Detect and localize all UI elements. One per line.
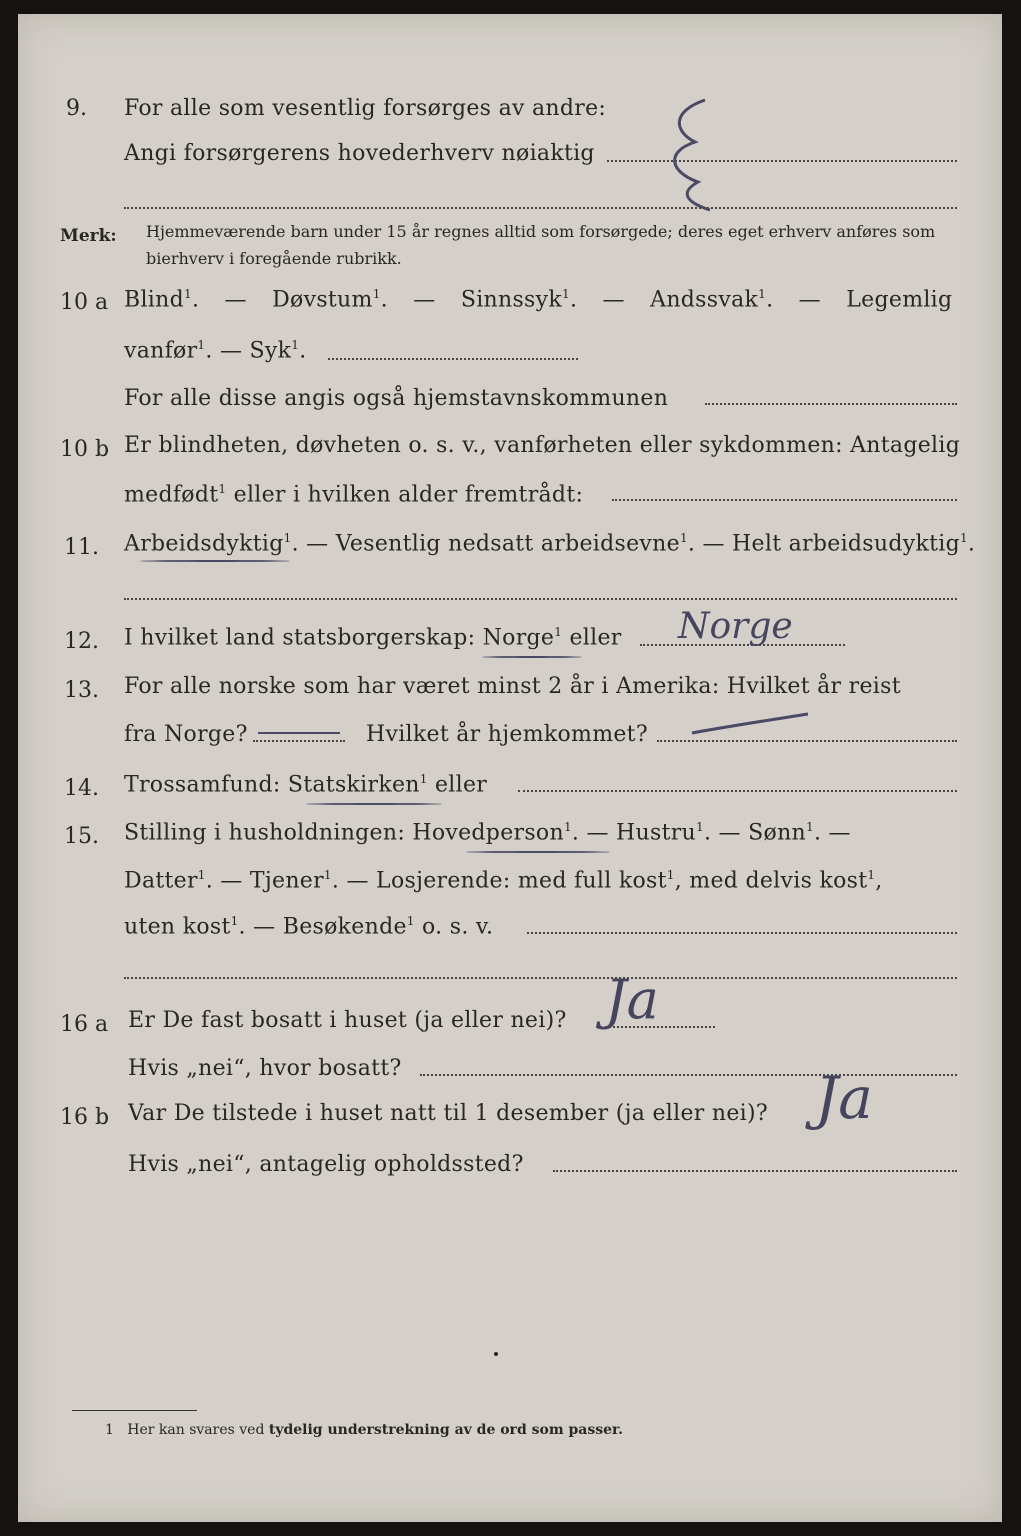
q9-answer-line-2 xyxy=(124,207,957,209)
q15-underline-hovedperson xyxy=(466,851,610,853)
q14-line-1: Trossamfund: Statskirken$^1$ eller xyxy=(124,772,488,798)
q11-answer-line xyxy=(124,598,957,600)
merk-label: Merk: xyxy=(60,226,117,246)
item-number-12: 12. xyxy=(64,629,99,654)
item-number-14: 14. xyxy=(64,776,99,801)
q10b-line-2: medfødt$^1$ eller i hvilken alder fremtrådt: xyxy=(124,482,584,508)
q10a-line-2: vanfør$^1$. — Syk$^1$. xyxy=(124,338,307,364)
q11-line-1: Arbeidsdyktig$^1$. — Vesentlig nedsatt arbeidsevne$^1$. — Helt arbeidsudyktig$^1$. xyxy=(124,531,976,557)
q10a-hjemstavn-answer-line xyxy=(705,403,957,405)
q10a-answer-line xyxy=(328,358,578,360)
item-number-16b: 16 b xyxy=(60,1105,110,1130)
q15-answer-line xyxy=(527,932,957,934)
q15-answer-line-2 xyxy=(124,977,957,979)
q13-line-1: For alle norske som har været minst 2 år i Amerika: Hvilket år reist xyxy=(124,674,901,699)
item-number-11: 11. xyxy=(64,535,99,560)
q16a-handwritten-answer: Ja xyxy=(605,968,659,1031)
q14-answer-line xyxy=(518,790,957,792)
q13-reist-answer-line xyxy=(253,740,345,742)
q16b-line-1: Var De tilstede i huset natt til 1 desember (ja eller nei)? xyxy=(128,1101,768,1126)
q15-line-2: Datter$^1$. — Tjener$^1$. — Losjerende: med full kost$^1$, med delvis kost$^1$, xyxy=(124,868,883,894)
item-number-15: 15. xyxy=(64,824,99,849)
q13-line-2a: fra Norge? xyxy=(124,722,248,747)
q16a-line-1: Er De fast bosatt i huset (ja eller nei)? xyxy=(128,1008,567,1033)
q10b-answer-line xyxy=(612,499,957,501)
q10a-line-1: Blind$^1$. — Døvstum$^1$. — Sinnssyk$^1$. — Andssvak$^1$. — Legemlig xyxy=(124,287,953,313)
q13-hjemkommet-dash xyxy=(690,708,810,738)
q11-underline-arbeidsdyktig xyxy=(140,560,290,562)
item-number-9: 9. xyxy=(66,96,87,121)
item-number-13: 13. xyxy=(64,678,99,703)
q13-hjemkommet-answer-line xyxy=(657,740,957,742)
page-mark xyxy=(494,1352,498,1356)
q16a-bosatt-answer-line xyxy=(420,1074,957,1076)
q14-underline-statskirken xyxy=(306,803,442,805)
q9-handwritten-mark xyxy=(650,92,730,212)
q10a-line-3: For alle disse angis også hjemstavnskommunen xyxy=(124,386,669,411)
q12-handwritten-answer: Norge xyxy=(678,606,793,647)
item-number-10a: 10 a xyxy=(60,290,109,315)
item-number-10b: 10 b xyxy=(60,437,110,462)
q15-line-3: uten kost$^1$. — Besøkende$^1$ o. s. v. xyxy=(124,914,494,940)
q16b-line-2: Hvis „nei“, antagelig opholdssted? xyxy=(128,1152,524,1177)
q16b-opholdssted-answer-line xyxy=(553,1170,957,1172)
q10b-line-1: Er blindheten, døvheten o. s. v., vanførheten eller sykdommen: Antagelig xyxy=(124,433,961,458)
q16b-handwritten-answer: Ja xyxy=(815,1064,873,1132)
footnote: 1 Her kan svares ved tydelig understrekning av de ord som passer. xyxy=(105,1422,624,1438)
q16a-line-2: Hvis „nei“, hvor bosatt? xyxy=(128,1056,402,1081)
item-number-16a: 16 a xyxy=(60,1012,109,1037)
q12-line-1: I hvilket land statsborgerskap: Norge$^1$ eller xyxy=(124,625,622,651)
q15-line-1: Stilling i husholdningen: Hovedperson$^1$. — Hustru$^1$. — Sønn$^1$. — xyxy=(124,820,851,846)
q13-reist-dash xyxy=(258,732,340,734)
q9-line-2: Angi forsørgerens hovederhverv nøiaktig xyxy=(124,141,595,166)
footnote-rule xyxy=(72,1410,197,1411)
q9-line-1: For alle som vesentlig forsørges av andre: xyxy=(124,96,607,121)
q13-line-2b: Hvilket år hjemkommet? xyxy=(366,722,648,747)
merk-text: Hjemmeværende barn under 15 år regnes alltid som forsørgede; deres eget erhverv anføres som bierhverv i foregående rubrikk. xyxy=(146,222,936,268)
q12-underline-norge xyxy=(482,656,582,658)
